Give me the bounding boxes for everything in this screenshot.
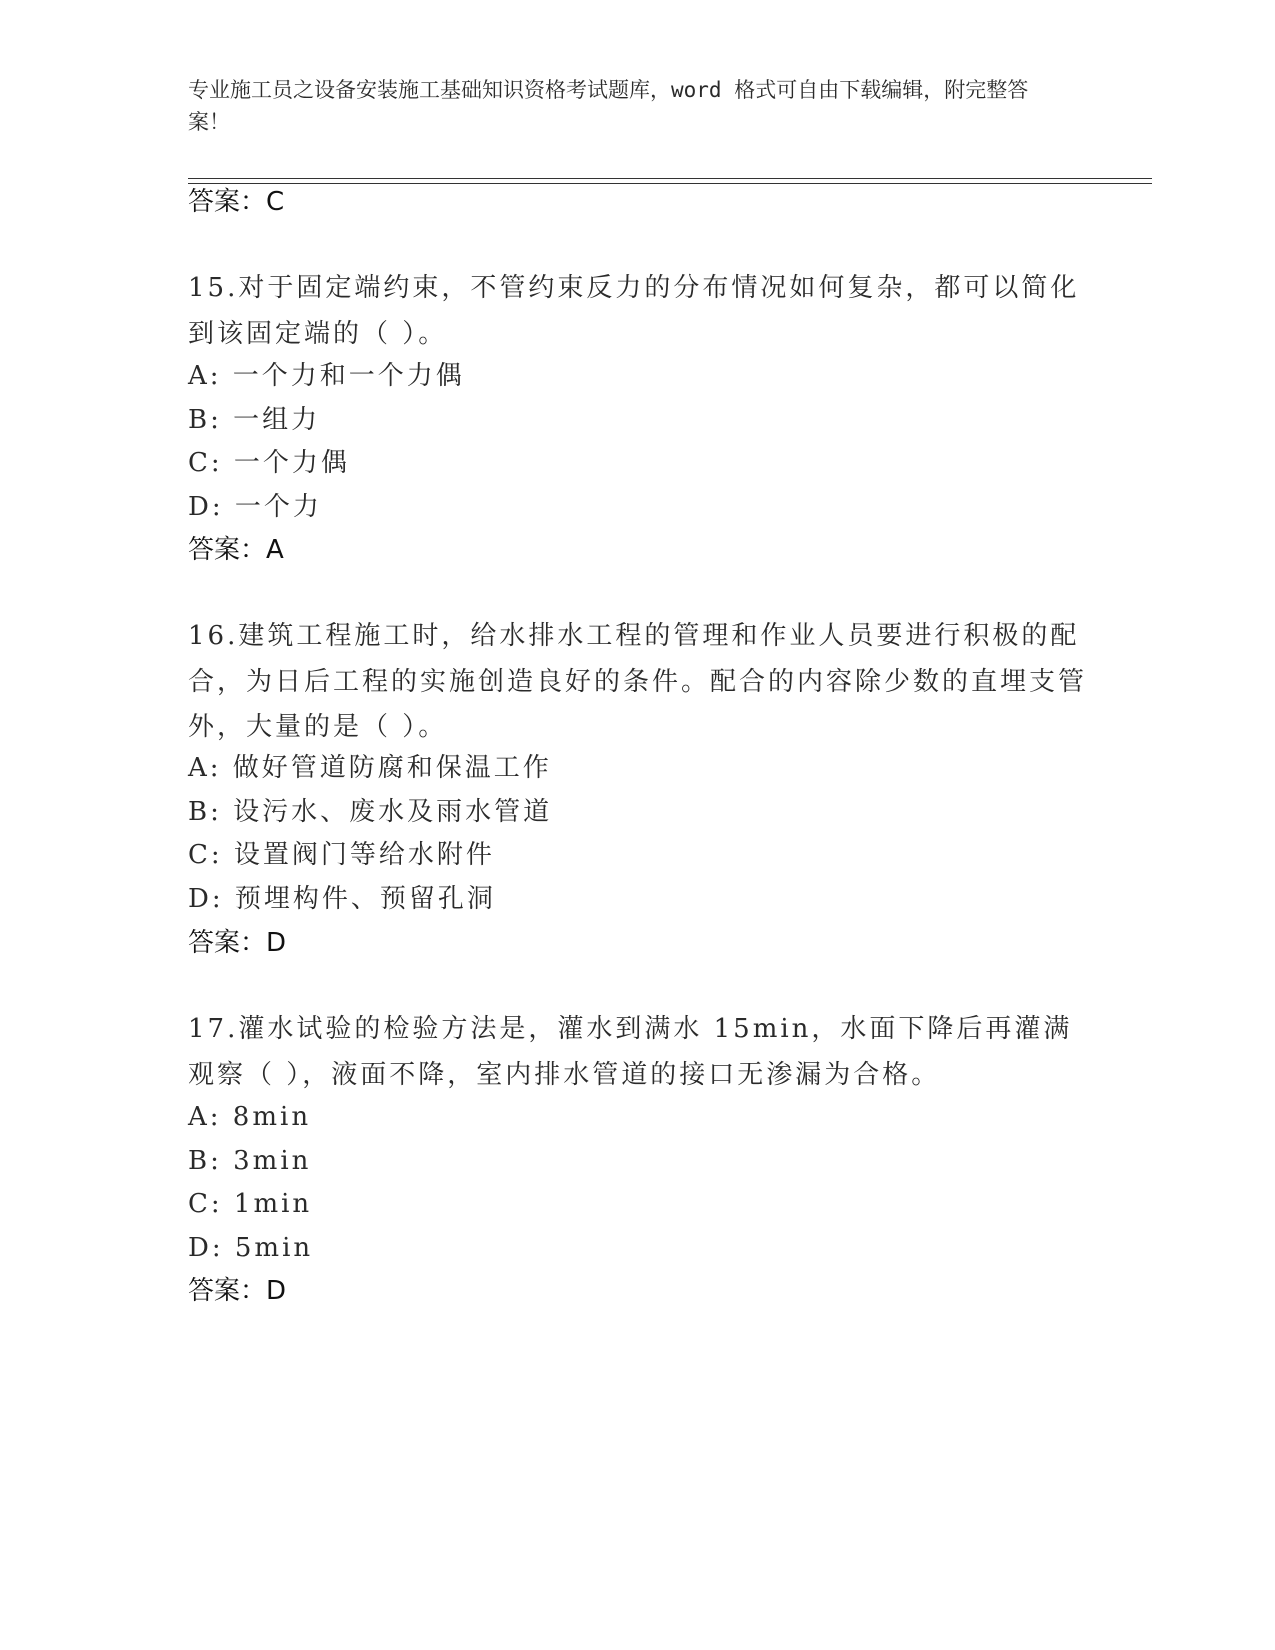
question-15-option-a: A: 一个力和一个力偶	[188, 361, 465, 391]
question-15-text: 15.对于固定端约束，不管约束反力的分布情况如何复杂，都可以简化到该固定端的（ ）。	[188, 273, 1080, 349]
question-15-option-c: C: 一个力偶	[188, 448, 350, 478]
question-16-option-c: C: 设置阀门等给水附件	[188, 840, 495, 870]
question-17-option-a: A: 8min	[188, 1102, 312, 1132]
previous-answer: 答案：C	[188, 187, 285, 217]
question-15-answer: 答案：A	[188, 535, 284, 565]
question-16-option-d: D: 预埋构件、预留孔洞	[188, 884, 496, 914]
question-17-option-b: B: 3min	[188, 1146, 312, 1176]
header-rule-bottom	[188, 183, 1152, 184]
question-16-option-b: B: 设污水、废水及雨水管道	[188, 797, 553, 827]
question-16-text: 16.建筑工程施工时，给水排水工程的管理和作业人员要进行积极的配合，为日后工程的实施创造良好的条件。配合的内容除少数的直埋支管外，大量的是（ ）。	[188, 621, 1088, 742]
question-17-option-c: C: 1min	[188, 1189, 313, 1219]
header-rule-top	[188, 178, 1152, 179]
question-15-option-d: D: 一个力	[188, 492, 322, 522]
question-15-option-b: B: 一组力	[188, 405, 321, 435]
question-17-option-d: D: 5min	[188, 1233, 314, 1263]
question-16-answer: 答案：D	[188, 928, 287, 958]
question-17-answer: 答案：D	[188, 1276, 287, 1306]
question-16-option-a: A: 做好管道防腐和保温工作	[188, 753, 552, 783]
page-header: 专业施工员之设备安装施工基础知识资格考试题库，word 格式可自由下载编辑，附完整答案！	[188, 78, 1029, 134]
question-17-text: 17.灌水试验的检验方法是，灌水到满水 15min，水面下降后再灌满观察（ ），液面不降，室内排水管道的接口无渗漏为合格。	[188, 1014, 1073, 1090]
